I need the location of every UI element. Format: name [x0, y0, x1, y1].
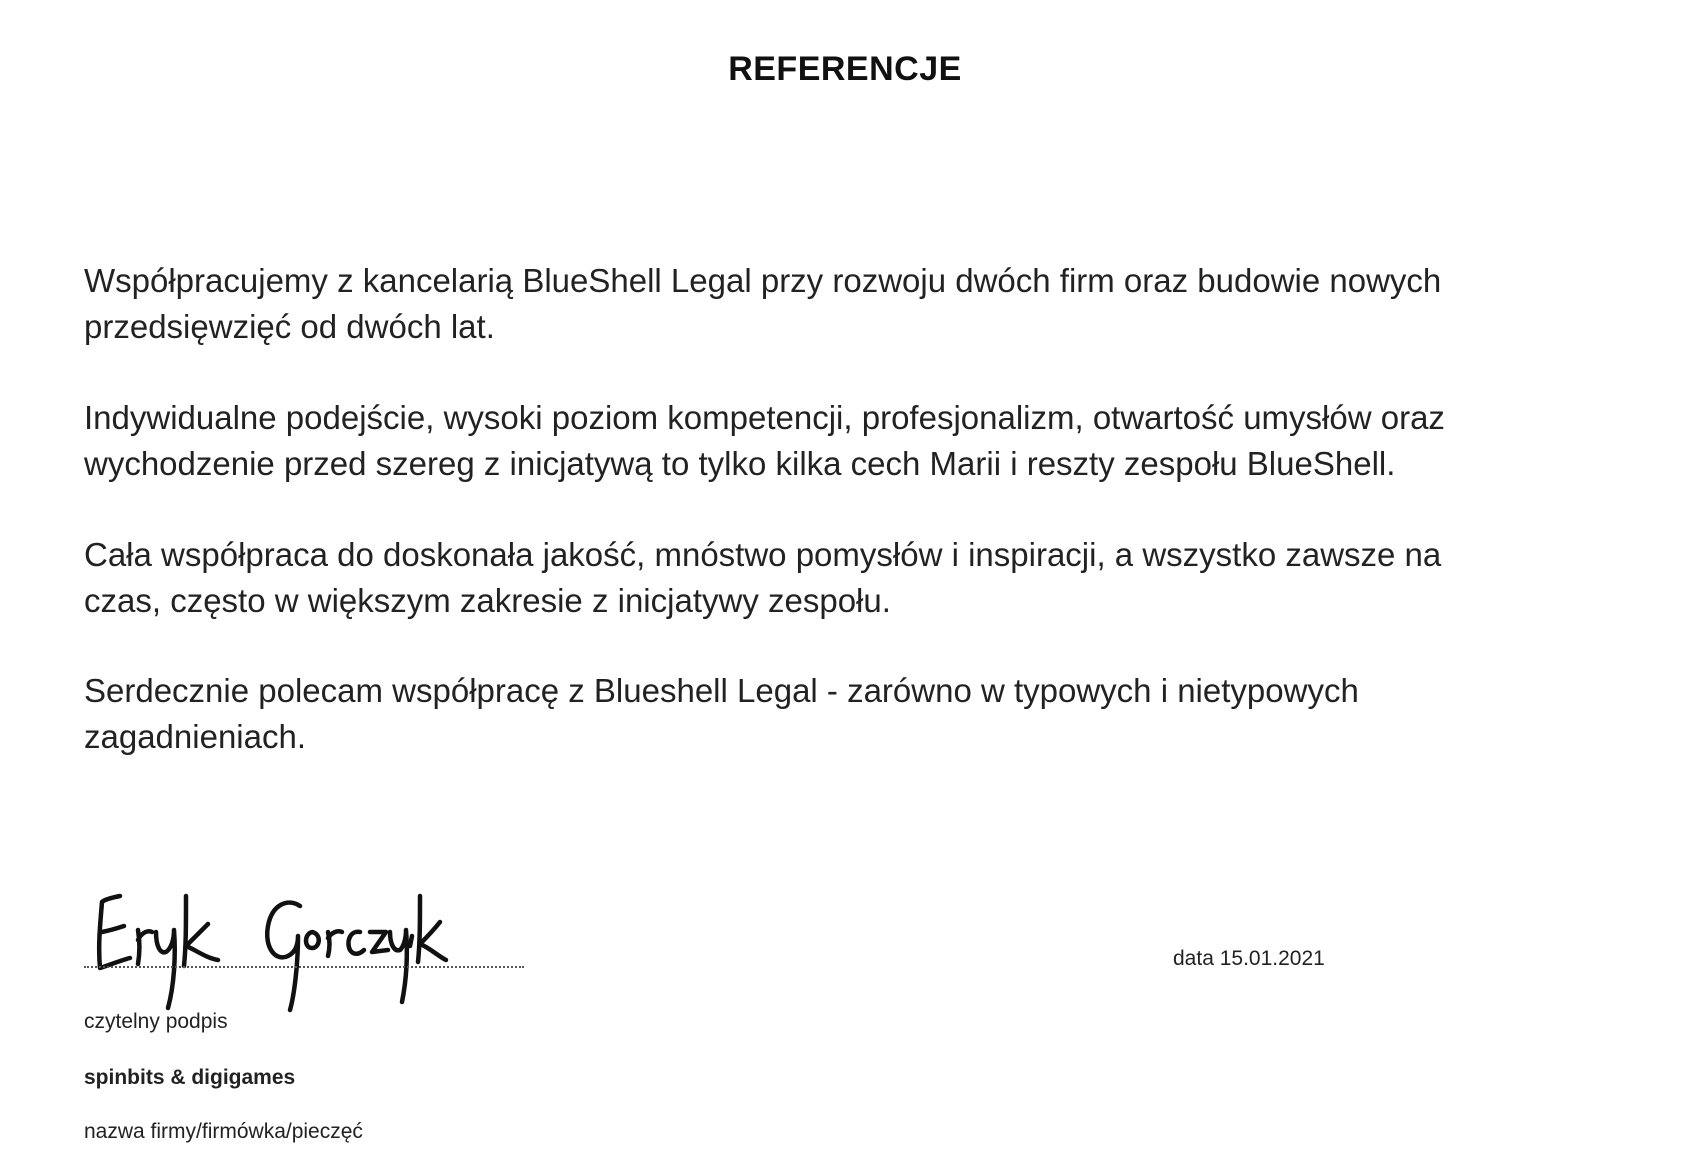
paragraph-line: zagadnieniach. [84, 718, 307, 755]
paragraph-line: czas, często w większym zakresie z inicjatywy zespołu. [84, 582, 891, 619]
handwritten-signature [90, 886, 450, 1016]
paragraph-line: wychodzenie przed szereg z inicjatywą to tylko kilka cech Marii i reszty zespołu BlueShell. [84, 445, 1396, 482]
paragraph-line: Serdecznie polecam współpracę z Blueshell Legal - zarówno w typowych i nietypowych [84, 672, 1359, 709]
date-label: data 15.01.2021 [1173, 947, 1325, 970]
company-name: spinbits & digigames [84, 1066, 296, 1089]
paragraph-line: przedsięwzięć od dwóch lat. [84, 308, 495, 345]
signature-label: czytelny podpis [84, 1010, 228, 1033]
paragraph-3 [84, 532, 1604, 624]
company-label: nazwa firmy/firmówka/pieczęć [84, 1120, 363, 1143]
paragraph-line: Współpracujemy z kancelarią BlueShell Legal przy rozwoju dwóch firm oraz budowie nowych [84, 262, 1442, 299]
paragraph-line: Cała współpraca do doskonała jakość, mnóstwo pomysłów i inspiracji, a wszystko zawsze na [84, 536, 1442, 573]
paragraph-2 [84, 395, 1604, 487]
paragraph-line: Indywidualne podejście, wysoki poziom kompetencji, profesjonalizm, otwartość umysłów oraz [84, 399, 1445, 436]
signature-line [84, 966, 524, 968]
document-title: REFERENCJE [728, 50, 962, 88]
signature-block [84, 870, 534, 980]
paragraph-4 [84, 668, 1604, 760]
paragraph-1 [84, 258, 1604, 350]
